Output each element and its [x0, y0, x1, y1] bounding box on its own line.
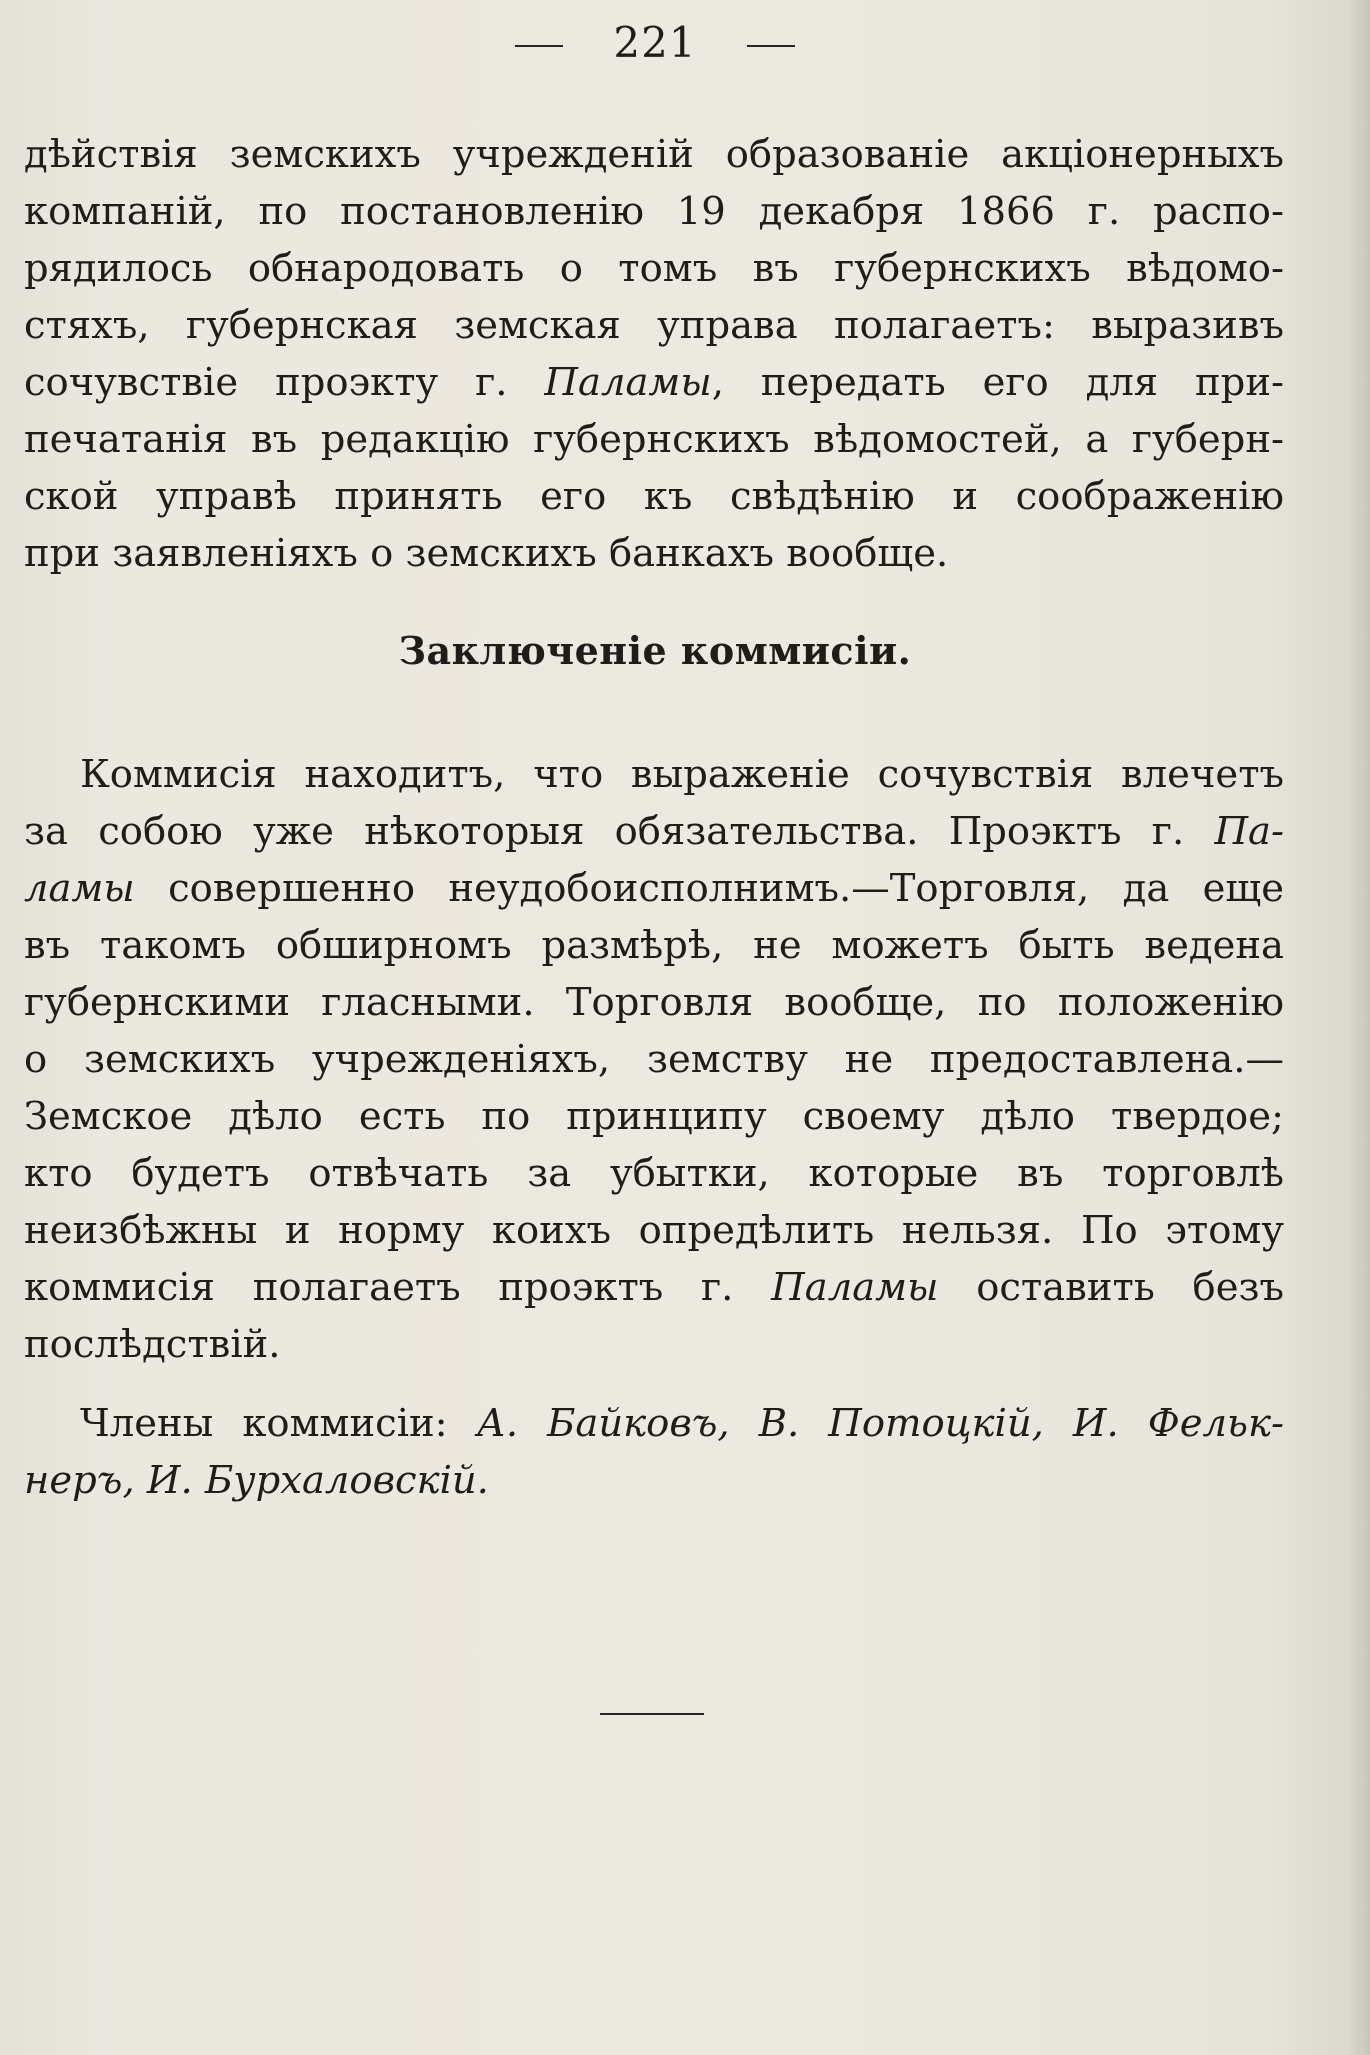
text-line: стяхъ, губернская земская управа полагаетъ: выразивъ [24, 303, 1284, 348]
signatures-label: Члены коммисіи: [80, 1401, 448, 1446]
paragraph-2 [24, 746, 1284, 1373]
person-name: Паламы [771, 1265, 939, 1310]
signature-line [24, 1395, 1284, 1452]
text-fragment: , передать его для при- [711, 360, 1284, 405]
text-line: о земскихъ учрежденіяхъ, земству не предоставлена.— [24, 1037, 1284, 1082]
text-line [24, 354, 1284, 411]
text-fragment: оставить безъ [976, 1265, 1284, 1310]
text-line: при заявленіяхъ о земскихъ банкахъ вообще. [24, 531, 949, 576]
end-rule-divider [600, 1713, 704, 1715]
text-line: дѣйствія земскихъ учрежденій образованіе акціонерныхъ [24, 132, 1284, 177]
text-line: компаній, по постановленію 19 декабря 1866 г. распо- [24, 189, 1284, 234]
person-name: Па- [1214, 809, 1284, 854]
text-line: ской управѣ принять его къ свѣдѣнію и соображенію [24, 474, 1284, 519]
person-name: Паламы [544, 360, 712, 405]
book-spine-shadow [1348, 0, 1370, 2055]
text-fragment: сочувствіе проэкту г. [24, 360, 508, 405]
text-line: неизбѣжны и норму коихъ опредѣлить нельзя. По этому [24, 1208, 1284, 1253]
text-fragment: коммисія полагаетъ проэктъ г. [24, 1265, 734, 1310]
text-line: Коммисія находитъ, что выраженіе сочувствія влечетъ [80, 752, 1284, 797]
header-dash-right [747, 45, 795, 47]
text-line: Земское дѣло есть по принципу своему дѣло твердое; [24, 1094, 1284, 1139]
paragraph-1 [24, 126, 1284, 582]
text-line: послѣдствій. [24, 1322, 281, 1367]
text-line [24, 803, 1284, 860]
text-fragment: за собою уже нѣкоторыя обязательства. Проэктъ г. [24, 809, 1185, 854]
text-line: печатанія въ редакцію губернскихъ вѣдомостей, а губерн- [24, 417, 1284, 462]
text-line [24, 860, 1284, 917]
section-heading: Заключеніе коммисіи. [398, 628, 912, 673]
page-number: 221 [613, 18, 697, 67]
text-line: кто будетъ отвѣчать за убытки, которые въ торговлѣ [24, 1151, 1284, 1196]
text-line: въ такомъ обширномъ размѣрѣ, не можетъ быть ведена [24, 923, 1284, 968]
person-name: ламы [24, 866, 135, 911]
signature-line [24, 1452, 1284, 1509]
text-line: губернскими гласными. Торговля вообще, по положенію [24, 980, 1284, 1025]
text-fragment: совершенно неудобоисполнимъ.—Торговля, да еще [168, 866, 1284, 911]
page-header [0, 18, 1310, 67]
text-line [24, 1259, 1284, 1316]
signature-names: А. Байковъ, В. Потоцкій, И. Фельк- [476, 1401, 1285, 1446]
text-line: рядилось обнародовать о томъ въ губернскихъ вѣдомо- [24, 246, 1284, 291]
signatures [24, 1395, 1284, 1509]
signature-names: неръ, И. Бурхаловскій. [24, 1458, 489, 1503]
header-dash-left [515, 45, 563, 47]
